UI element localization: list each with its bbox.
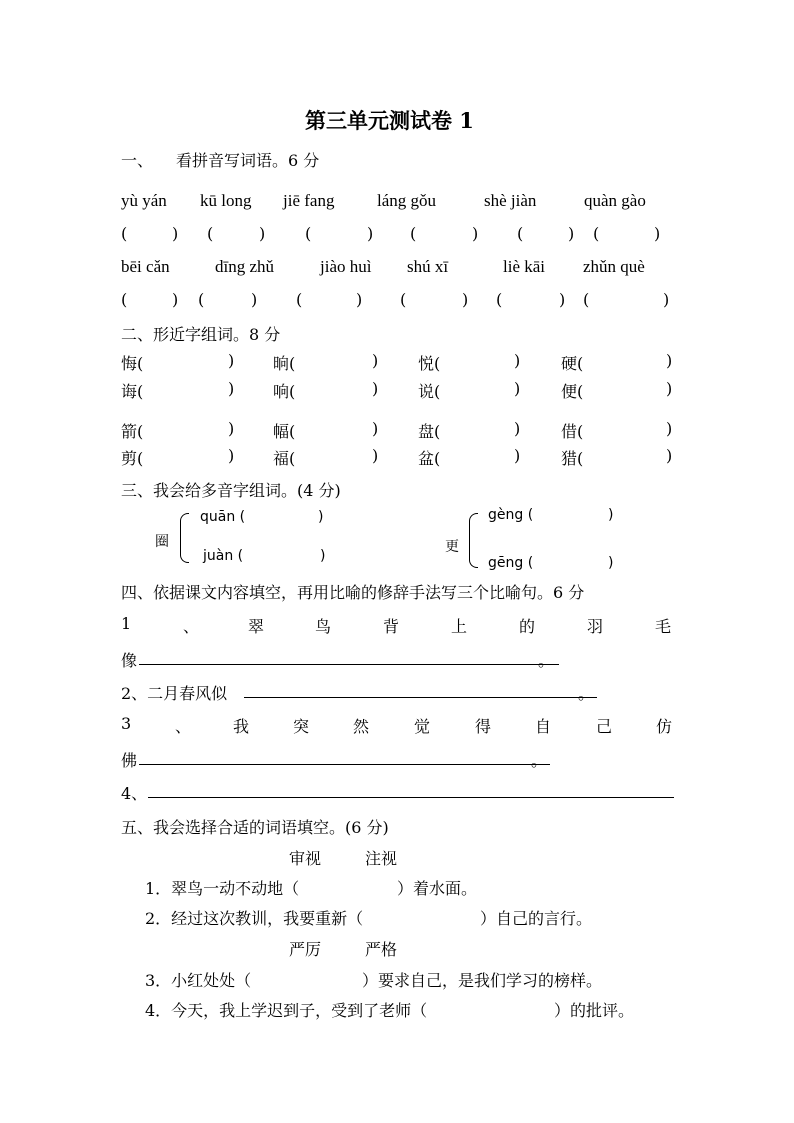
question-1-end: ）着水面。 [397, 879, 478, 898]
pinyin-8: dīng zhǔ [215, 257, 275, 276]
paren-close: ) [462, 290, 469, 309]
paren-close: ) [663, 290, 670, 309]
paren-open: ( [198, 290, 205, 309]
item-1-char: 的 [519, 617, 536, 636]
char-prompt: 悔( [121, 354, 144, 373]
item-1-tail: 像 [121, 651, 138, 670]
paren-open: ( [400, 290, 407, 309]
paren-open: ( [305, 224, 312, 243]
polyphone-char-geng: 更 [445, 539, 459, 555]
paren-close: ) [228, 351, 235, 370]
paren-open: ( [496, 290, 503, 309]
paren-close: ) [172, 224, 179, 243]
item-3-char: 己 [596, 717, 613, 736]
paren-close: ) [356, 290, 363, 309]
item-3-char: 然 [353, 717, 370, 736]
section-1-instruction: 看拼音写词语。6 分 [176, 151, 320, 170]
word-option: 严厉 [289, 940, 322, 959]
paren-open: ( [121, 224, 128, 243]
item-1-char: 鸟 [315, 617, 332, 636]
section-2-heading: 二、形近字组词。8 分 [121, 325, 281, 344]
paren-close: ) [472, 224, 479, 243]
section-3-heading: 三、我会给多音字组词。(4 分) [121, 481, 341, 500]
brace-bottom [180, 537, 189, 563]
answer-line[interactable] [139, 764, 550, 765]
word-option: 注视 [365, 849, 398, 868]
section-1-number: 一、 [121, 151, 154, 170]
item-1-char: 翠 [248, 617, 265, 636]
reading-quan: quān ( [200, 509, 246, 525]
item-3-char: 我 [233, 717, 250, 736]
paren-close: ) [666, 446, 673, 465]
pinyin-1: yù yán [121, 191, 167, 210]
question-2-end: ）自己的言行。 [480, 909, 593, 928]
char-prompt: 说( [418, 382, 441, 401]
question-4-end: ）的批评。 [554, 1001, 635, 1020]
item-3-char: 仿 [656, 717, 673, 736]
item-1-char: 、 [183, 617, 200, 636]
paren-close: ) [259, 224, 266, 243]
reading-juan: juàn ( [203, 548, 244, 564]
char-prompt: 盘( [418, 422, 441, 441]
paren-close: ) [666, 379, 673, 398]
char-prompt: 剪( [121, 449, 144, 468]
item-2: 2、二月春风似 [121, 684, 228, 703]
item-3-char: 得 [475, 717, 492, 736]
period: 。 [531, 751, 548, 770]
paren-close: ) [372, 446, 379, 465]
pinyin-2: kū long [200, 191, 252, 210]
paren-close: ) [367, 224, 374, 243]
paren-close: ) [228, 446, 235, 465]
paren-close: ) [514, 446, 521, 465]
item-3-char: 觉 [414, 717, 431, 736]
period: 。 [578, 684, 595, 703]
paren-open: ( [410, 224, 417, 243]
pinyin-7: bēi cǎn [121, 257, 170, 276]
char-prompt: 借( [561, 422, 584, 441]
word-option: 严格 [365, 940, 398, 959]
paren-close: ) [654, 224, 661, 243]
brace-top [180, 513, 189, 538]
pinyin-9: jiào huì [320, 257, 372, 276]
paren-close: ) [318, 509, 324, 525]
char-prompt: 诲( [121, 382, 144, 401]
paren-open: ( [517, 224, 524, 243]
answer-line[interactable] [244, 697, 597, 698]
paren-close: ) [514, 379, 521, 398]
item-3-char: 突 [293, 717, 310, 736]
char-prompt: 盆( [418, 449, 441, 468]
char-prompt: 猎( [561, 449, 584, 468]
char-prompt: 响( [273, 382, 296, 401]
pinyin-12: zhǔn què [583, 257, 645, 276]
reading-geng4: gèng ( [488, 507, 534, 523]
item-1-char: 背 [383, 617, 400, 636]
section-5-heading: 五、我会选择合适的词语填空。(6 分) [121, 818, 389, 837]
word-option: 审视 [289, 849, 322, 868]
question-3-start: 3．小红处处（ [145, 971, 252, 990]
pinyin-6: quàn gào [584, 191, 646, 210]
item-1-char: 上 [451, 617, 468, 636]
item-3-tail: 佛 [121, 751, 138, 770]
pinyin-3: jiē fang [283, 191, 335, 210]
pinyin-11: liè kāi [503, 257, 546, 276]
paren-open: ( [207, 224, 214, 243]
answer-line[interactable] [148, 797, 674, 798]
pinyin-5: shè jiàn [484, 191, 537, 210]
pinyin-10: shú xī [407, 257, 449, 276]
char-prompt: 箭( [121, 422, 144, 441]
paren-close: ) [228, 419, 235, 438]
item-1-char: 毛 [655, 617, 672, 636]
item-3-char: 自 [535, 717, 552, 736]
question-3-end: ）要求自己，是我们学习的榜样。 [362, 971, 603, 990]
polyphone-char-quan: 圈 [155, 534, 169, 550]
paren-close: ) [372, 379, 379, 398]
brace-bottom [469, 540, 478, 568]
paren-close: ) [559, 290, 566, 309]
period: 。 [538, 651, 555, 670]
brace-top [469, 513, 478, 541]
char-prompt: 福( [273, 449, 296, 468]
question-4-start: 4．今天，我上学迟到子，受到了老师（ [145, 1001, 428, 1020]
question-2-start: 2．经过这次教训，我要重新（ [145, 909, 364, 928]
reading-geng1: gēng ( [488, 555, 534, 571]
item-3-char: 、 [175, 717, 192, 736]
paren-open: ( [121, 290, 128, 309]
paren-close: ) [372, 351, 379, 370]
paren-close: ) [251, 290, 258, 309]
item-3-line [0, 714, 794, 736]
paren-close: ) [514, 351, 521, 370]
char-prompt: 幅( [273, 422, 296, 441]
paren-close: ) [568, 224, 575, 243]
paren-close: ) [172, 290, 179, 309]
page-title: 第三单元测试卷 1 [305, 108, 474, 133]
section-4-heading: 四、依据课文内容填空，再用比喻的修辞手法写三个比喻句。6 分 [121, 583, 585, 602]
item-4: 4、 [121, 784, 148, 803]
paren-close: ) [514, 419, 521, 438]
item-1-number: 1 [121, 614, 132, 633]
paren-close: ) [608, 555, 614, 571]
question-1-start: 1．翠鸟一动不动地（ [145, 879, 300, 898]
paren-open: ( [593, 224, 600, 243]
paren-close: ) [608, 507, 614, 523]
item-1-char: 羽 [587, 617, 604, 636]
char-prompt: 悦( [418, 354, 441, 373]
char-prompt: 晌( [273, 354, 296, 373]
item-3-number: 3 [121, 714, 132, 733]
item-1-line [0, 614, 794, 636]
paren-close: ) [666, 351, 673, 370]
paren-open: ( [296, 290, 303, 309]
paren-close: ) [666, 419, 673, 438]
char-prompt: 硬( [561, 354, 584, 373]
paren-open: ( [583, 290, 590, 309]
pinyin-4: láng gǒu [377, 191, 437, 210]
paren-close: ) [228, 379, 235, 398]
char-prompt: 便( [561, 382, 584, 401]
paren-close: ) [372, 419, 379, 438]
answer-line[interactable] [139, 664, 559, 665]
paren-close: ) [320, 548, 326, 564]
